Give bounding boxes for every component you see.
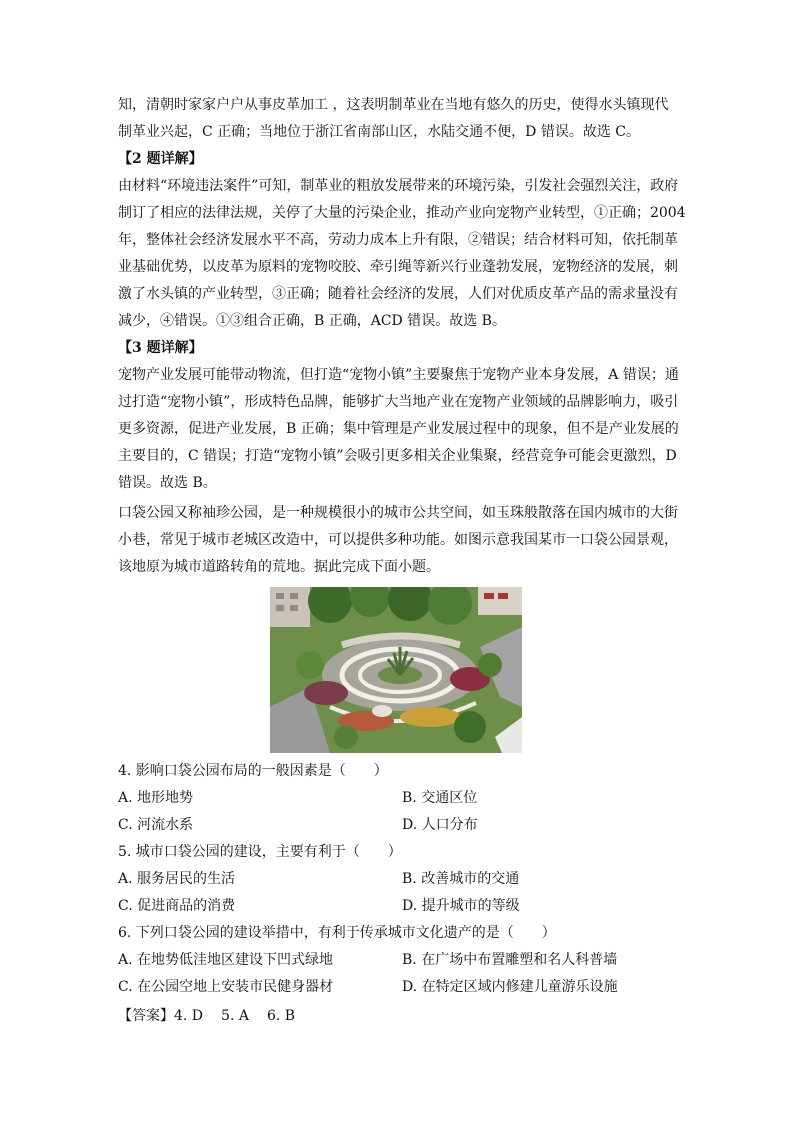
question-6-option-c[interactable]: C. 在公园空地上安装市民健身器材 bbox=[118, 979, 334, 995]
text-line: 错误。故选 B。 bbox=[118, 475, 217, 491]
question-5-option-b[interactable]: B. 改善城市的交通 bbox=[402, 871, 520, 887]
question-4-option-c[interactable]: C. 河流水系 bbox=[118, 817, 194, 833]
question-4-option-b[interactable]: B. 交通区位 bbox=[402, 790, 478, 806]
material-intro bbox=[118, 500, 678, 581]
text-line: 小巷，常见于城市老城区改造中，可以提供多种功能。如图示意我国某市一口袋公园景观， bbox=[118, 532, 678, 548]
answer-label: 【答案】 bbox=[118, 1008, 174, 1024]
question-4-option-d[interactable]: D. 人口分布 bbox=[402, 817, 478, 833]
text-line: 宠物产业发展可能带动物流，但打造“宠物小镇”主要聚焦于宠物产业本身发展，A 错误；通 bbox=[118, 367, 679, 383]
question-4-stem: 4. 影响口袋公园布局的一般因素是（ ） bbox=[118, 763, 388, 779]
answer-item: 4. D bbox=[174, 1008, 204, 1024]
heading-q2-explanation: 【2 题详解】 bbox=[118, 151, 203, 167]
text-line: 业基础优势，以皮革为原料的宠物咬胶、牵引绳等新兴行业蓬勃发展，宠物经济的发展，刺 bbox=[118, 259, 678, 275]
question-5-stem: 5. 城市口袋公园的建设，主要有利于（ ） bbox=[118, 844, 402, 860]
question-4-option-a[interactable]: A. 地形地势 bbox=[118, 790, 194, 806]
question-6-option-b[interactable]: B. 在广场中布置雕塑和名人科普墙 bbox=[402, 952, 618, 968]
question-5-option-c[interactable]: C. 促进商品的消费 bbox=[118, 898, 236, 914]
text-line: 过打造“宠物小镇”，形成特色品牌，能够扩大当地产业在宠物产业领域的品牌影响力，吸引 bbox=[118, 394, 679, 410]
text-line: 由材料“环境违法案件”可知，制革业的粗放发展带来的环境污染，引发社会强烈关注，政府 bbox=[118, 178, 679, 194]
text-line: 口袋公园又称袖珍公园，是一种规模很小的城市公共空间，如玉珠般散落在国内城市的大街 bbox=[118, 505, 678, 521]
text-line: 更多资源，促进产业发展，B 正确；集中管理是产业发展过程中的现象，但不是产业发展的 bbox=[118, 421, 679, 437]
text-line: 年，整体社会经济发展水平不高，劳动力成本上升有限，②错误；结合材料可知，依托制革 bbox=[118, 232, 678, 248]
text-line: 减少，④错误。①③组合正确，B 正确，ACD 错误。故选 B。 bbox=[118, 313, 506, 329]
answer-item: 5. A bbox=[221, 1008, 249, 1024]
text-line: 该地原为城市道路转角的荒地。据此完成下面小题。 bbox=[118, 559, 440, 575]
heading-q3-explanation: 【3 题详解】 bbox=[118, 340, 203, 356]
explanation-q1-continued bbox=[118, 92, 678, 146]
answer-item: 6. B bbox=[266, 1008, 296, 1024]
text-line: 制订了相应的法律法规，关停了大量的污染企业，推动产业向宠物产业转型，①正确；2004 bbox=[118, 205, 686, 221]
question-5-option-a[interactable]: A. 服务居民的生活 bbox=[118, 871, 236, 887]
pocket-park-photo bbox=[270, 587, 522, 753]
explanation-q2 bbox=[118, 173, 686, 335]
question-6-stem: 6. 下列口袋公园的建设举措中，有利于传承城市文化遗产的是（ ） bbox=[118, 925, 556, 941]
text-line: 激了水头镇的产业转型，③正确；随着社会经济的发展，人们对优质皮革产品的需求量没有 bbox=[118, 286, 678, 302]
text-line: 主要目的，C 错误；打造“宠物小镇”会吸引更多相关企业集聚，经营竞争可能会更激烈，D bbox=[118, 448, 677, 464]
question-5-option-d[interactable]: D. 提升城市的等级 bbox=[402, 898, 520, 914]
text-line: 知，清朝时家家户户从事皮革加工 ，这表明制革业在当地有悠久的历史，使得水头镇现代 bbox=[118, 97, 669, 113]
question-6-option-d[interactable]: D. 在特定区域内修建儿童游乐设施 bbox=[402, 979, 618, 995]
text-line: 制革业兴起，C 正确；当地位于浙江省南部山区，水陆交通不便，D 错误。故选 C。 bbox=[118, 124, 640, 140]
explanation-q3 bbox=[118, 362, 678, 497]
question-6-option-a[interactable]: A. 在地势低洼地区建设下凹式绿地 bbox=[118, 952, 334, 968]
answer-line bbox=[118, 1003, 295, 1030]
